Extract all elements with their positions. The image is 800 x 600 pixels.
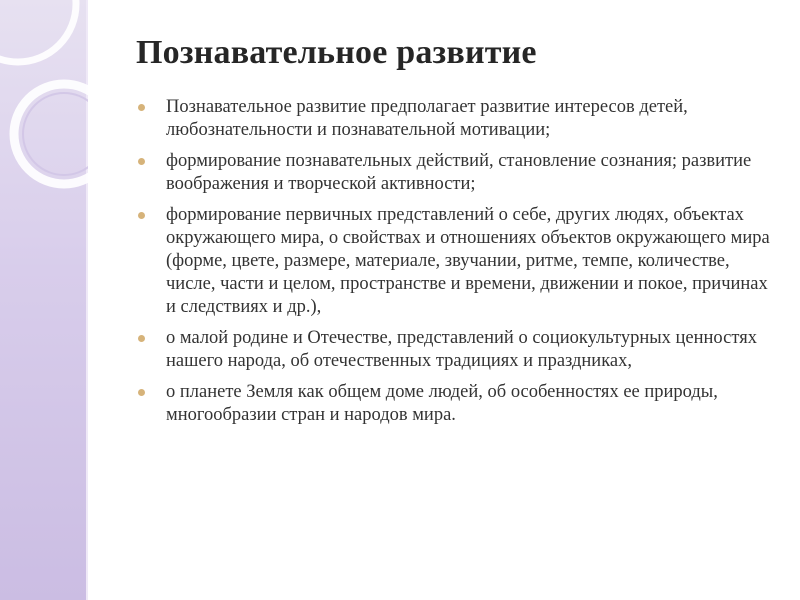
list-item [138, 204, 778, 319]
list-item [138, 327, 778, 373]
bullet-dot-icon [138, 158, 145, 165]
bullet-dot-icon [138, 104, 145, 111]
bullet-list [138, 96, 778, 435]
list-item [138, 381, 778, 427]
list-item [138, 150, 778, 196]
bullet-dot-icon [138, 389, 145, 396]
bullet-text: формирование первичных представлений о себе, других людях, объектах окружающего мира, о свойствах и отношениях объектов окружающего мира (форме, цвете, размере, материале, звучании, ритме, темпе, количестве, числе, части и целом, пространстве и времени, движении и покое, причинах и следствиях и др.), [166, 205, 770, 317]
bullet-text: формирование познавательных действий, становление сознания; развитие воображения и творческой активности; [166, 151, 752, 194]
decorative-side-band [0, 0, 88, 600]
bullet-text: о планете Земля как общем доме людей, об особенностях ее природы, многообразии стран и народов мира. [166, 382, 718, 425]
decorative-rings-icon [0, 0, 88, 600]
list-item [138, 96, 778, 142]
bullet-dot-icon [138, 212, 145, 219]
bullet-text: о малой родине и Отечестве, представлений о социокультурных ценностях нашего народа, об отечественных традициях и праздниках, [166, 328, 757, 371]
slide-title: Познавательное развитие [136, 34, 537, 71]
bullet-dot-icon [138, 335, 145, 342]
bullet-text: Познавательное развитие предполагает развитие интересов детей, любознательности и познавательной мотивации; [166, 97, 688, 140]
